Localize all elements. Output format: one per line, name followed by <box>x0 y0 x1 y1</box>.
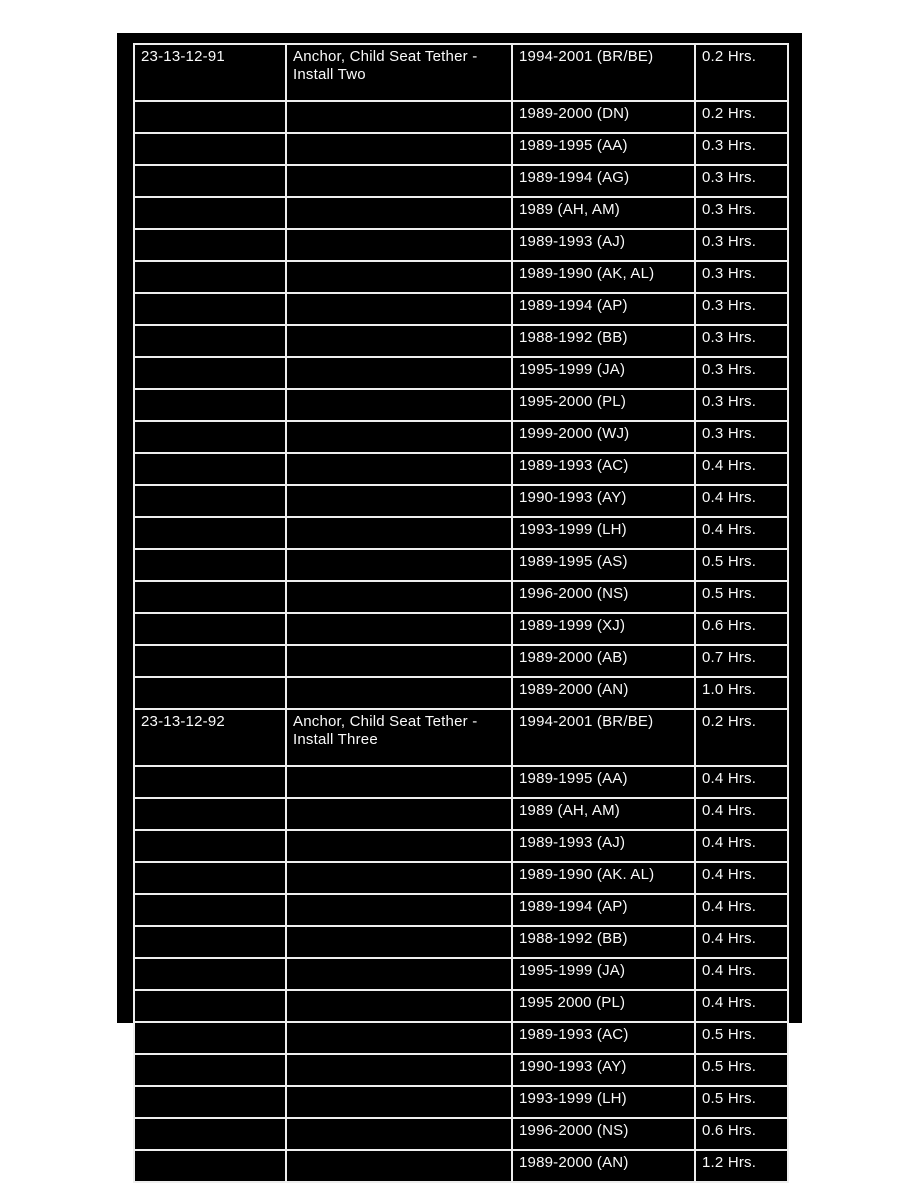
code-cell <box>134 229 286 261</box>
hours-cell: 0.5 Hrs. <box>695 1086 788 1118</box>
description-cell <box>286 958 512 990</box>
scanned-table-block <box>117 33 802 1171</box>
hours-cell: 0.3 Hrs. <box>695 229 788 261</box>
table-row <box>134 453 788 485</box>
hours-cell: 0.7 Hrs. <box>695 645 788 677</box>
table-row <box>134 990 788 1022</box>
code-cell <box>134 677 286 709</box>
table-row <box>134 165 788 197</box>
hours-cell: 0.4 Hrs. <box>695 894 788 926</box>
model-years-cell: 1989-2000 (DN) <box>512 101 695 133</box>
description-cell <box>286 1150 512 1182</box>
code-cell <box>134 453 286 485</box>
table-row <box>134 261 788 293</box>
code-cell <box>134 990 286 1022</box>
model-years-cell: 1989-1990 (AK. AL) <box>512 862 695 894</box>
model-years-cell: 1989-1994 (AG) <box>512 165 695 197</box>
table-row <box>134 101 788 133</box>
table-row <box>134 293 788 325</box>
model-years-cell: 1988-1992 (BB) <box>512 325 695 357</box>
description-cell <box>286 830 512 862</box>
table-row <box>134 1086 788 1118</box>
hours-cell: 0.4 Hrs. <box>695 485 788 517</box>
description-cell <box>286 766 512 798</box>
model-years-cell: 1989-1993 (AC) <box>512 453 695 485</box>
model-years-cell: 1989-2000 (AB) <box>512 645 695 677</box>
table-row <box>134 613 788 645</box>
hours-cell: 0.3 Hrs. <box>695 133 788 165</box>
description-cell: Anchor, Child Seat Tether - Install Two <box>286 44 512 101</box>
table-row <box>134 133 788 165</box>
description-cell: Anchor, Child Seat Tether - Install Three <box>286 709 512 766</box>
description-cell <box>286 485 512 517</box>
model-years-cell: 1999-2000 (WJ) <box>512 421 695 453</box>
hours-cell: 0.5 Hrs. <box>695 1022 788 1054</box>
table-row <box>134 645 788 677</box>
hours-cell: 0.6 Hrs. <box>695 613 788 645</box>
description-cell <box>286 357 512 389</box>
table-row <box>134 421 788 453</box>
model-years-cell: 1993-1999 (LH) <box>512 1086 695 1118</box>
table-row <box>134 581 788 613</box>
code-cell <box>134 357 286 389</box>
code-cell <box>134 613 286 645</box>
hours-cell: 0.3 Hrs. <box>695 421 788 453</box>
description-cell <box>286 1054 512 1086</box>
code-cell <box>134 1054 286 1086</box>
hours-cell: 0.4 Hrs. <box>695 766 788 798</box>
description-cell <box>286 197 512 229</box>
code-cell <box>134 1086 286 1118</box>
description-cell <box>286 613 512 645</box>
hours-cell: 0.2 Hrs. <box>695 44 788 101</box>
table-row <box>134 926 788 958</box>
table-row <box>134 958 788 990</box>
model-years-cell: 1996-2000 (NS) <box>512 1118 695 1150</box>
description-cell <box>286 862 512 894</box>
code-cell <box>134 958 286 990</box>
hours-cell: 0.3 Hrs. <box>695 197 788 229</box>
model-years-cell: 1989-2000 (AN) <box>512 677 695 709</box>
code-cell <box>134 766 286 798</box>
code-cell <box>134 325 286 357</box>
code-cell <box>134 389 286 421</box>
model-years-cell: 1989-1993 (AC) <box>512 1022 695 1054</box>
description-cell <box>286 389 512 421</box>
hours-cell: 0.2 Hrs. <box>695 101 788 133</box>
code-cell <box>134 197 286 229</box>
hours-cell: 0.4 Hrs. <box>695 926 788 958</box>
description-cell <box>286 101 512 133</box>
description-cell <box>286 229 512 261</box>
hours-cell: 0.4 Hrs. <box>695 453 788 485</box>
model-years-cell: 1989-1994 (AP) <box>512 293 695 325</box>
table-row <box>134 549 788 581</box>
table-row <box>134 862 788 894</box>
hours-cell: 0.5 Hrs. <box>695 549 788 581</box>
hours-cell: 0.4 Hrs. <box>695 958 788 990</box>
description-cell <box>286 517 512 549</box>
code-cell <box>134 293 286 325</box>
hours-cell: 0.3 Hrs. <box>695 293 788 325</box>
hours-cell: 0.4 Hrs. <box>695 830 788 862</box>
model-years-cell: 1989-1995 (AA) <box>512 133 695 165</box>
table-row <box>134 229 788 261</box>
description-cell <box>286 1022 512 1054</box>
code-cell: 23-13-12-91 <box>134 44 286 101</box>
hours-cell: 0.5 Hrs. <box>695 1054 788 1086</box>
table-row <box>134 357 788 389</box>
code-cell <box>134 830 286 862</box>
description-cell <box>286 261 512 293</box>
code-cell <box>134 517 286 549</box>
section-header-row <box>134 709 788 766</box>
model-years-cell: 1988-1992 (BB) <box>512 926 695 958</box>
hours-cell: 0.4 Hrs. <box>695 990 788 1022</box>
model-years-cell: 1995 2000 (PL) <box>512 990 695 1022</box>
description-cell <box>286 325 512 357</box>
code-cell <box>134 1022 286 1054</box>
model-years-cell: 1989-1995 (AS) <box>512 549 695 581</box>
code-cell <box>134 101 286 133</box>
section-header-row <box>134 44 788 101</box>
description-cell <box>286 894 512 926</box>
hours-cell: 1.2 Hrs. <box>695 1150 788 1182</box>
code-cell <box>134 645 286 677</box>
table-row <box>134 766 788 798</box>
hours-cell: 0.3 Hrs. <box>695 165 788 197</box>
model-years-cell: 1996-2000 (NS) <box>512 581 695 613</box>
hours-cell: 0.4 Hrs. <box>695 862 788 894</box>
labor-times-table-body <box>134 44 788 1182</box>
table-row <box>134 1022 788 1054</box>
table-row <box>134 197 788 229</box>
code-cell <box>134 862 286 894</box>
model-years-cell: 1995-1999 (JA) <box>512 357 695 389</box>
code-cell <box>134 485 286 517</box>
hours-cell: 0.3 Hrs. <box>695 357 788 389</box>
model-years-cell: 1995-2000 (PL) <box>512 389 695 421</box>
model-years-cell: 1989-1999 (XJ) <box>512 613 695 645</box>
model-years-cell: 1989 (AH, AM) <box>512 798 695 830</box>
code-cell <box>134 165 286 197</box>
description-cell <box>286 677 512 709</box>
code-cell <box>134 798 286 830</box>
model-years-cell: 1989-1990 (AK, AL) <box>512 261 695 293</box>
description-cell <box>286 926 512 958</box>
table-row <box>134 325 788 357</box>
model-years-cell: 1989 (AH, AM) <box>512 197 695 229</box>
hours-cell: 0.2 Hrs. <box>695 709 788 766</box>
code-cell <box>134 581 286 613</box>
description-cell <box>286 1086 512 1118</box>
table-row <box>134 677 788 709</box>
table-row <box>134 1150 788 1182</box>
table-row <box>134 830 788 862</box>
code-cell <box>134 1118 286 1150</box>
table-row <box>134 798 788 830</box>
table-row <box>134 1118 788 1150</box>
code-cell <box>134 1150 286 1182</box>
description-cell <box>286 1118 512 1150</box>
code-cell <box>134 926 286 958</box>
description-cell <box>286 133 512 165</box>
code-cell <box>134 421 286 453</box>
model-years-cell: 1995-1999 (JA) <box>512 958 695 990</box>
model-years-cell: 1989-1994 (AP) <box>512 894 695 926</box>
description-cell <box>286 645 512 677</box>
hours-cell: 0.3 Hrs. <box>695 389 788 421</box>
hours-cell: 0.6 Hrs. <box>695 1118 788 1150</box>
table-row <box>134 517 788 549</box>
table-row <box>134 485 788 517</box>
description-cell <box>286 293 512 325</box>
code-cell <box>134 133 286 165</box>
table-row <box>134 894 788 926</box>
description-cell <box>286 798 512 830</box>
table-row <box>134 389 788 421</box>
model-years-cell: 1990-1993 (AY) <box>512 1054 695 1086</box>
hours-cell: 0.3 Hrs. <box>695 261 788 293</box>
hours-cell: 0.3 Hrs. <box>695 325 788 357</box>
model-years-cell: 1993-1999 (LH) <box>512 517 695 549</box>
labor-times-table <box>133 43 789 1183</box>
code-cell: 23-13-12-92 <box>134 709 286 766</box>
model-years-cell: 1994-2001 (BR/BE) <box>512 44 695 101</box>
model-years-cell: 1989-1993 (AJ) <box>512 229 695 261</box>
description-cell <box>286 581 512 613</box>
description-cell <box>286 165 512 197</box>
hours-cell: 1.0 Hrs. <box>695 677 788 709</box>
description-cell <box>286 990 512 1022</box>
description-cell <box>286 549 512 581</box>
code-cell <box>134 261 286 293</box>
description-cell <box>286 421 512 453</box>
model-years-cell: 1989-1995 (AA) <box>512 766 695 798</box>
model-years-cell: 1994-2001 (BR/BE) <box>512 709 695 766</box>
table-row <box>134 1054 788 1086</box>
hours-cell: 0.5 Hrs. <box>695 581 788 613</box>
hours-cell: 0.4 Hrs. <box>695 517 788 549</box>
model-years-cell: 1990-1993 (AY) <box>512 485 695 517</box>
model-years-cell: 1989-2000 (AN) <box>512 1150 695 1182</box>
model-years-cell: 1989-1993 (AJ) <box>512 830 695 862</box>
hours-cell: 0.4 Hrs. <box>695 798 788 830</box>
code-cell <box>134 549 286 581</box>
code-cell <box>134 894 286 926</box>
description-cell <box>286 453 512 485</box>
